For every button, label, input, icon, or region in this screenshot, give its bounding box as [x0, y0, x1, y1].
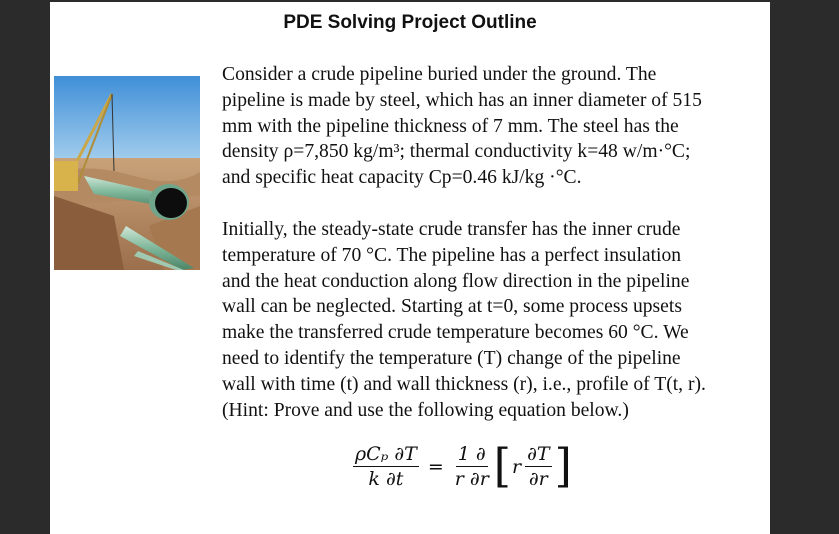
text-line: make the transferred crude temperature becomes 60 °C. We [222, 322, 689, 344]
text-line: and the heat conduction along flow direction in the pipeline [222, 270, 690, 292]
problem-statement [222, 62, 770, 423]
paragraph-2 [222, 217, 770, 423]
inner-numerator: ∂T [527, 443, 550, 465]
paragraph-1 [222, 62, 770, 191]
text-line: Initially, the steady-state crude transfer has the inner crude [222, 218, 681, 240]
text-line: Consider a crude pipeline buried under the ground. The [222, 64, 657, 85]
rhs-fraction [453, 442, 491, 491]
text-line: and specific heat capacity Cp=0.46 kJ/kg ·°C. [222, 167, 582, 189]
text-line: need to identify the temperature (T) change of the pipeline [222, 347, 681, 369]
text-line: (Hint: Prove and use the following equation below.) [222, 399, 629, 421]
equals-sign: = [427, 455, 444, 478]
inner-denominator: ∂r [528, 468, 548, 490]
pipeline-photo-icon [54, 76, 200, 270]
right-bracket: ] [554, 439, 572, 493]
r-variable: r [511, 455, 522, 478]
lhs-fraction [353, 442, 419, 491]
text-line: temperature of 70 °C. The pipeline has a perfect insulation [222, 244, 682, 266]
heat-equation [350, 439, 572, 493]
text-line: pipeline is made by steel, which has an inner diameter of 515 [222, 89, 702, 111]
slide [50, 2, 770, 534]
rhs-denominator: r ∂r [454, 468, 489, 490]
text-line: wall can be neglected. Starting at t=0, some process upsets [222, 296, 682, 318]
text-line: mm with the pipeline thickness of 7 mm. The steel has the [222, 115, 679, 137]
text-line: density ρ=7,850 kg/m³; thermal conductivity k=48 w/m·°C; [222, 141, 691, 163]
rhs-numerator: 1 ∂ [457, 443, 486, 465]
left-bracket: [ [493, 439, 511, 493]
inner-fraction [525, 442, 552, 491]
lhs-numerator: ρCₚ ∂T [355, 443, 417, 465]
slide-title: PDE Solving Project Outline [283, 12, 537, 33]
pipeline-photo [54, 76, 200, 270]
text-line: wall with time (t) and wall thickness (r), i.e., profile of T(t, r). [222, 373, 706, 395]
lhs-denominator: k ∂t [368, 468, 404, 490]
